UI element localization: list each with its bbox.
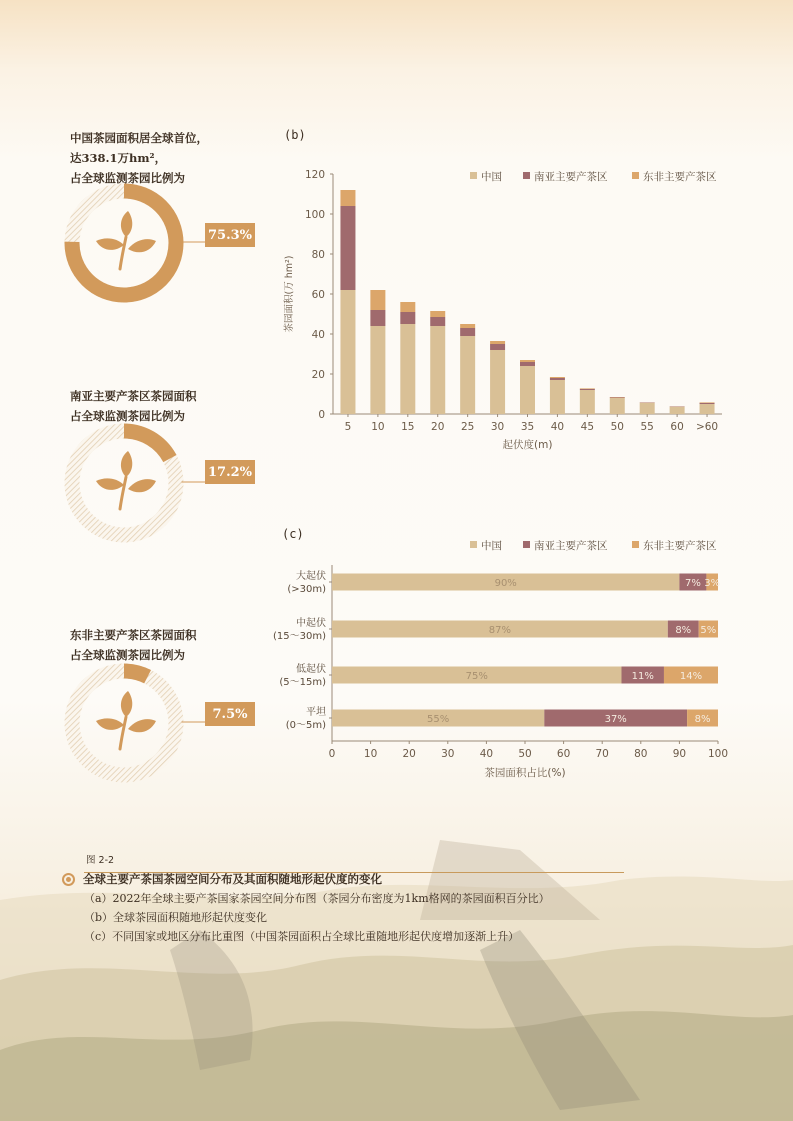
legend-label: 南亚主要产茶区	[534, 171, 608, 183]
x-tick-label: 55	[640, 421, 654, 433]
y-category-label: (0～5m)	[285, 720, 326, 731]
x-tick-label: 20	[402, 748, 416, 760]
caption-item-b: （b）全球茶园面积随地形起伏度变化	[84, 911, 268, 924]
y-tick-label: 60	[311, 289, 325, 301]
x-tick-label: 50	[518, 748, 532, 760]
data-label: 8%	[694, 714, 711, 725]
x-tick-label: 100	[707, 748, 729, 760]
stat-line: 达338.1万hm²，	[70, 151, 167, 165]
data-label: 75%	[465, 671, 488, 682]
data-label: 55%	[427, 714, 450, 725]
x-tick-label: 5	[344, 421, 352, 433]
y-tick-label: 0	[318, 409, 325, 421]
legend-label: 南亚主要产茶区	[534, 540, 608, 552]
x-axis-label: 起伏度(m)	[502, 439, 553, 451]
caption-item-a: （a）2022年全球主要产茶国家茶园空间分布图（茶园分布密度为1km格网的茶园面积百分比）	[84, 892, 550, 905]
y-category-label: 平坦	[306, 707, 326, 718]
caption-title-text: 全球主要产茶国茶园空间分布及其面积随地形起伏度的变化	[83, 872, 382, 886]
y-tick-label: 40	[311, 329, 325, 341]
data-label: 87%	[488, 625, 512, 636]
caption-item-c: （c）不同国家或地区分布比重图（中国茶园面积占全球比重随地形起伏度增加逐渐上升）	[84, 930, 520, 943]
y-axis-label: 茶园面积(万 hm²)	[284, 255, 295, 333]
panel-label-b: (b)	[284, 128, 306, 142]
stat-line: 占全球监测茶园比例为	[70, 409, 185, 423]
legend-label: 东非主要产茶区	[643, 171, 717, 183]
y-category-label: 中起伏	[296, 618, 326, 629]
x-tick-label: 50	[610, 421, 624, 433]
stat-line: 中国茶园面积居全球首位，	[70, 131, 208, 145]
stat-line: 东非主要产茶区茶园面积	[70, 628, 197, 642]
bullet-icon	[62, 873, 75, 886]
x-tick-label: 60	[670, 421, 684, 433]
x-tick-label: 30	[441, 748, 455, 760]
x-tick-label: 30	[490, 421, 505, 433]
y-category-label: (5～15m)	[279, 677, 326, 688]
percent-badge-east-africa: 7.5%	[205, 702, 255, 726]
data-label: 8%	[675, 625, 692, 636]
x-tick-label: 40	[479, 748, 494, 760]
legend-label: 东非主要产茶区	[643, 540, 717, 552]
x-tick-label: 25	[460, 421, 475, 433]
x-tick-label: 35	[520, 421, 535, 433]
x-tick-label: 20	[431, 421, 445, 433]
figure-caption	[62, 852, 622, 943]
data-label: 3%	[704, 578, 721, 589]
x-tick-label: 60	[556, 748, 571, 760]
data-label: 14%	[679, 671, 703, 682]
legend-swatch	[632, 541, 639, 548]
y-tick-label: 100	[304, 209, 325, 221]
x-tick-label: 70	[595, 748, 609, 760]
data-label: 7%	[684, 578, 701, 589]
stat-line: 占全球监测茶园比例为	[70, 648, 185, 662]
data-label: 90%	[494, 578, 517, 589]
panel-label-c: (c)	[282, 527, 304, 541]
y-category-label: 大起伏	[296, 571, 326, 582]
x-tick-label: 15	[401, 421, 415, 433]
figure-number: 图 2-2	[86, 855, 115, 866]
y-tick-label: 80	[311, 249, 325, 261]
legend-swatch	[470, 541, 477, 548]
data-label: 37%	[604, 714, 627, 725]
y-category-label: (>30m)	[287, 584, 326, 595]
y-tick-label: 120	[304, 169, 325, 181]
y-tick-label: 20	[311, 369, 325, 381]
legend-label: 中国	[481, 171, 502, 183]
x-tick-label: 90	[672, 748, 687, 760]
y-category-label: (15～30m)	[273, 631, 326, 642]
x-tick-label: 10	[371, 421, 385, 433]
x-tick-label: 10	[363, 748, 378, 760]
y-category-label: 低起伏	[296, 664, 326, 675]
x-tick-label: 0	[328, 748, 336, 760]
x-tick-label: 40	[550, 421, 565, 433]
stat-line: 占全球监测茶园比例为	[70, 171, 185, 185]
background-landscape	[0, 780, 793, 1121]
caption-title	[62, 871, 382, 887]
percent-badge-south-asia: 17.2%	[205, 460, 255, 484]
x-tick-label: 80	[634, 748, 648, 760]
percent-badge-china: 75.3%	[205, 223, 255, 247]
x-axis-label: 茶园面积占比(%)	[484, 767, 566, 779]
data-label: 11%	[631, 671, 654, 682]
x-tick-label: >60	[695, 421, 719, 433]
x-tick-label: 45	[580, 421, 595, 433]
data-label: 5%	[700, 625, 717, 636]
stat-line: 南亚主要产茶区茶园面积	[70, 389, 197, 403]
legend-label: 中国	[481, 540, 502, 552]
legend-swatch	[523, 541, 530, 548]
